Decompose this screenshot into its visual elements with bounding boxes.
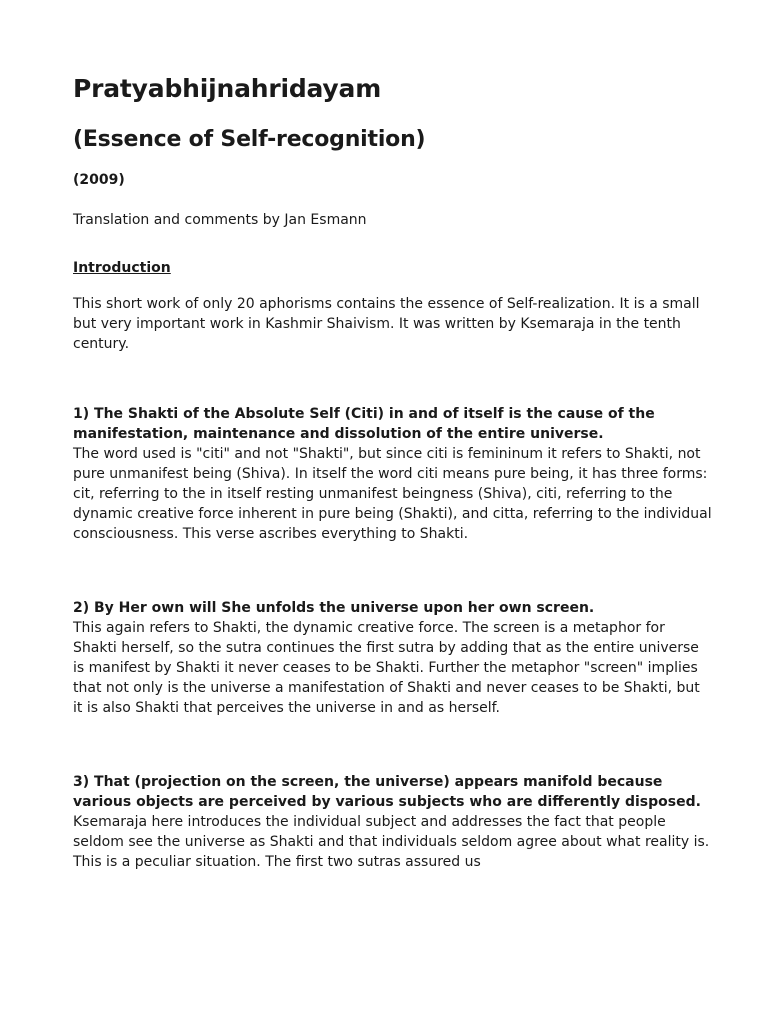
sutra-section-1	[73, 404, 713, 544]
sutra-section-3	[73, 772, 713, 872]
sutra-text-2: This again refers to Shakti, the dynamic creative force. The screen is a metaphor for Shakti herself, so the sutra continues the first sutra by adding that as the entire universe is manifest by Shakti it never ceases to be Shakti. Further the metaphor "screen" implies that not only is the universe a manifestation of Shakti and never ceases to be Shakti, but it is also Shakti that perceives the universe in and as herself.	[73, 620, 700, 716]
document-page	[73, 72, 713, 872]
sutra-text-3: Ksemaraja here introduces the individual subject and addresses the fact that people seldom see the universe as Shakti and that individuals seldom agree about what reality is. This is a peculiar situation. The first two sutras assured us	[73, 814, 710, 870]
introduction-text: This short work of only 20 aphorisms contains the essence of Self-realization. It is a small but very important work in Kashmir Shaivism. It was written by Ksemaraja in the tenth century.	[73, 296, 700, 352]
introduction-heading: Introduction	[73, 260, 171, 276]
document-byline: Translation and comments by Jan Esmann	[73, 212, 367, 228]
sutra-heading-3: 3) That (projection on the screen, the universe) appears manifold because various objects are perceived by various subjects who are differently disposed.	[73, 774, 701, 810]
sutra-heading-1: 1) The Shakti of the Absolute Self (Citi) in and of itself is the cause of the manifestation, maintenance and dissolution of the entire universe.	[73, 406, 655, 442]
document-year: (2009)	[73, 172, 125, 188]
document-title: Pratyabhijnahridayam	[73, 74, 382, 103]
sutra-heading-2: 2) By Her own will She unfolds the universe upon her own screen.	[73, 600, 595, 616]
sutra-section-2	[73, 598, 713, 718]
document-subtitle: (Essence of Self-recognition)	[73, 127, 426, 152]
sutra-text-1: The word used is "citi" and not "Shakti", but since citi is femininum it refers to Shakti, not pure unmanifest being (Shiva). In itself the word citi means pure being, it has three forms: cit, referring to the in itself resting unmanifest beingness (Shiva), citi, referring to the dynamic creative force inherent in pure being (Shakti), and citta, referring to the individual consciousness. This verse ascribes everything to Shakti.	[73, 446, 712, 542]
